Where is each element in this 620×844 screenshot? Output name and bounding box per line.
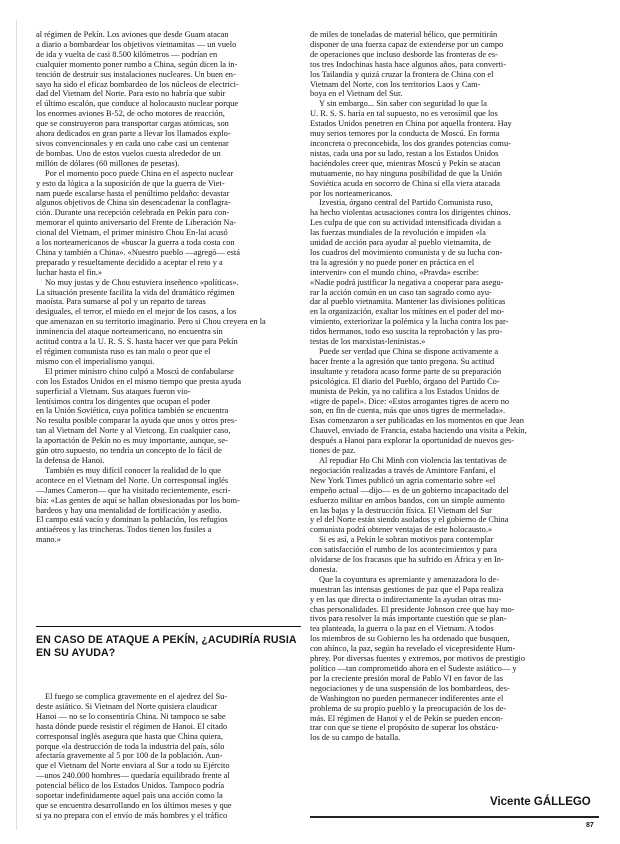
text-line: ción. Durante una recepción celebrada en Pekín para con- <box>36 208 230 218</box>
text-line: intervenir» con el mundo chino, «Pravda» escribe: <box>310 267 480 277</box>
text-line: nam puede escalarse hasta el penúltimo peldaño: devastar <box>36 188 230 198</box>
text-line: Vietnam del Norte, con los territorios Laos y Cam- <box>310 79 481 89</box>
text-line: Al repudiar Ho Chi Minh con violencia las tentativas de <box>319 455 507 465</box>
text-line: la defensa de Hanoi. <box>36 455 105 465</box>
text-line: psicológica. El diario del Pueblo, órgano del Partido Co- <box>310 376 500 386</box>
paragraph <box>310 456 585 535</box>
text-line: afectaría gravemente al 5 por 100 de la población. Aun- <box>36 751 223 761</box>
paragraph <box>310 575 585 743</box>
text-line: munista de Pekín, ya no califica a los Estados Unidos de <box>310 386 500 396</box>
text-line: boya en el Vietnam del Sur. <box>310 89 403 99</box>
text-line: mismo con el imperialismo yanqui. <box>36 356 155 366</box>
text-line: antiaéreos y las trincheras. Todos tienen los fusiles a <box>36 525 212 535</box>
text-line: con los Estados Unidos en el mismo tiempo que presta ayuda <box>36 376 242 386</box>
text-line: que se encuentra desarrollando en los últimos meses y que <box>36 800 232 810</box>
text-line: mano.» <box>36 535 61 545</box>
text-line: El primer ministro chino culpó a Moscú de confabularse <box>45 366 234 376</box>
text-line: negociación realizadas a través de Amintore Fanfani, el <box>310 465 496 475</box>
paragraph <box>36 367 311 466</box>
text-line: tivos para resolver la más importante cuestión que se plan- <box>310 614 507 624</box>
text-line: unidad de acción para ayudar al pueblo vietnamita, de <box>310 238 491 248</box>
text-line: acontece en el Vietnam del Norte. Un corresponsal inglés <box>36 475 229 485</box>
text-line: y en las que directa o indirectamente la ayudan otras mu- <box>310 594 502 604</box>
text-line: Izvestia, órgano central del Partido Comunista ruso, <box>319 198 493 208</box>
text-line: de miles de toneladas de material bélico, que permitirán <box>310 30 498 39</box>
text-line: —unos 240.000 hombres— quedaría equilibrado frente al <box>36 771 230 781</box>
text-line: a diario a bombardear los objetivos vietnamitas — un vuelo <box>36 39 237 49</box>
text-line: más. El régimen de Hanoi y el de Pekín se pueden encon- <box>310 713 504 723</box>
text-line: de operaciones que incluso desborde las fronteras de es- <box>310 49 498 59</box>
text-line: maoísta. Para sumarse al pol y un reparto de tareas <box>36 297 206 307</box>
text-line: actitud contra a la U. R. S. S. hasta hacer ver que para Pekín <box>36 337 238 347</box>
text-line: de Washington no pueden permanecer indiferentes ante el <box>310 693 504 703</box>
text-line: a los norteamericanos de «buscar la guerra a toda costa con <box>36 238 235 248</box>
text-line: inconcreta o preconcebida, los dos grandes potencias comu- <box>310 138 511 148</box>
text-line: Hanoi — no se lo consentiría China. Ni tampoco se sabe <box>36 711 226 721</box>
text-line: gún otro supuesto, no tendría un concepto de lo fácil de <box>36 446 222 456</box>
text-line: y el del Norte están siendo asolados y el gobierno de China <box>310 515 509 525</box>
text-line: —James Cameron— que ha visitado recientemente, escri- <box>36 485 231 495</box>
text-line: Por el momento poco puede China en el aspecto nuclear <box>45 168 234 178</box>
paragraph <box>310 198 585 347</box>
text-line: bardeos y hay una mentalidad de fortificación y asedio. <box>36 505 222 515</box>
text-line: preparado y resueltamente decidido a aceptar el reto y a <box>36 257 223 267</box>
text-line: con ahínco, la paz, según ha revelado el vicepresidente Hum- <box>310 644 516 654</box>
text-line: hacer frente a la agresión que tanto pregona. Su actitud <box>310 356 495 366</box>
text-line: son, en fin de cuenta, más que unos tigres de mermelada». <box>310 406 506 416</box>
text-line: insultante y retadora acaso forme parte de su preparación <box>310 366 502 376</box>
text-line: los cuadros del movimiento comunista y de su lucha con- <box>310 247 503 257</box>
text-line: Esas comenzaron a ser publicadas en los momentos en que Jean <box>310 416 524 426</box>
paragraph <box>36 30 311 169</box>
text-line: «tigre de papel». Dice: «Estos arrogantes tigres de acero no <box>310 396 510 406</box>
paragraph <box>36 169 311 278</box>
text-line: Que la coyuntura es apremiante y amenazadora lo de- <box>319 574 499 584</box>
text-line: soportar indefinidamente aquel país una acción como la <box>36 791 223 801</box>
text-line: en las bajas y la destrucción física. El Vietnam del Sur <box>310 505 492 515</box>
text-line: U. R. S. S. haría en tal supuesto, no es verosímil que los <box>310 109 498 119</box>
paragraph <box>310 99 585 198</box>
text-line: millón de dólares (60 millones de pesetas). <box>36 158 180 168</box>
text-line: y esto da lógica a la suposición de que la guerra de Viet- <box>36 178 225 188</box>
text-line: tos tres Indochinas hasta hace algunos años, para converti- <box>310 59 507 69</box>
paragraph <box>36 278 311 367</box>
text-line: dad del Vietnam del Norte. Para esto no habría que subir <box>36 89 226 99</box>
text-line: empeño actual —dijo— es de un gobierno incapacitado del <box>310 485 509 495</box>
text-line: los miembros de su Gobierno les ha ordenado que busquen, <box>310 634 510 644</box>
text-line: al régimen de Pekín. Los aviones que desde Guam atacan <box>36 30 229 39</box>
text-line: deste asiático. Si Vietnam del Norte quisiera claudicar <box>36 701 218 711</box>
text-line: esfuerzo militar en ambos bandos, con un simple aumento <box>310 495 505 505</box>
text-line: algunos objetivos de China sin desencadenar la conflagra- <box>36 198 231 208</box>
text-line: tea planteada, la guerra o la paz en el Vietnam. A todos <box>310 624 494 634</box>
text-line: También es muy difícil conocer la realidad de lo que <box>45 465 221 475</box>
text-line: sivos convencionales y en cada uno cabe casi un centenar <box>36 138 229 148</box>
text-line: No muy justas y de Chou estuviera inseñenco «políticas». <box>45 277 239 287</box>
text-line: China y también a China». «Nuestro pueblo —agregó— está <box>36 247 240 257</box>
text-line: tan al Vietnam del Norte y al Vietcong. En cualquier caso, <box>36 426 231 436</box>
text-line: El campo está vacío y dominan la población, los refugios <box>36 515 228 525</box>
text-line: el último escalón, que conduce al holocausto nuclear porque <box>36 99 239 109</box>
paragraph <box>36 692 311 821</box>
text-line: luchar hasta el fin.» <box>36 267 103 277</box>
text-line: dar al pueblo vietnamita. Mantener las divisiones políticas <box>310 297 506 307</box>
text-line: corresponsal inglés asegura que hasta que China quiera, <box>36 731 223 741</box>
text-line: con satisfacción el rumbo de los acontecimientos y para <box>310 545 497 555</box>
article-column-left-bottom <box>36 692 311 821</box>
text-line: Si es así, a Pekín le sobran motivos para contemplar <box>319 535 494 545</box>
text-line: la aportación de Pekín no es muy importante, aunque, se- <box>36 436 228 446</box>
text-line: superficial a Vietnam. Sus ataques fueron vio- <box>36 386 191 396</box>
text-line: tidos hermanos, todo eso suscita la reprobación y las pro- <box>310 327 503 337</box>
section-headline-box <box>36 626 301 660</box>
text-line: por los norteamericanos. <box>310 188 393 198</box>
article-column-left <box>36 30 311 545</box>
paragraph <box>310 347 585 456</box>
text-line: Soviética acuda en socorro de China si ella viera atacada <box>310 178 500 188</box>
text-line: de ida y vuelta de casi 8.500 kilómetros — podrían en <box>36 49 218 59</box>
text-line: trar con que se tiene el propósito de superar los obstácu- <box>310 723 499 733</box>
text-line: cualquier momento poner rumbo a China, según dicen la in- <box>36 59 238 69</box>
text-line: las fuerzas mundiales de la revolución e impiden «la <box>310 228 486 238</box>
text-line: tra la agresión y no puede poner en práctica en el <box>310 257 475 267</box>
text-line: ha hecho violentas acusaciones contra los dirigentes chinos. <box>310 208 511 218</box>
text-line: donesia. <box>310 564 338 574</box>
text-line: porque «la destrucción de toda la industria del país, sólo <box>36 741 225 751</box>
byline-rule <box>310 816 599 818</box>
text-line: por la creciente presión moral de Pablo VI en favor de las <box>310 673 504 683</box>
text-line: que amenazan en su territorio imaginario. Pero si Chou creyera en la <box>36 317 266 327</box>
text-line: que el Vietnam del Norte enviara al Sur a todo su Ejército <box>36 761 230 771</box>
text-line: en la Unión Soviética, cuya política también se encuentra <box>36 406 229 416</box>
text-line: si ya no prepara con el envío de más hombres y el tráfico <box>36 810 228 820</box>
text-line: potencial bélico de los Estados Unidos. Tampoco podría <box>36 781 225 791</box>
text-line: sayo ha sido el eficaz bombardeo de los núcleos de electrici- <box>36 79 239 89</box>
text-line: los enormes aviones B-52, de ocho motores de reacción, <box>36 109 225 119</box>
paragraph <box>310 30 585 99</box>
text-line: El fuego se complica gravemente en el ajedrez del Su- <box>45 692 228 701</box>
text-line: comunista podrá obtener ventajas de este holocausto.» <box>310 525 493 535</box>
text-line: los Tailandia y quizá cruzar la frontera de China con el <box>310 69 494 79</box>
text-line: olvidarse de los fracasos que ha sufrido en África y en In- <box>310 555 504 565</box>
paragraph <box>36 466 311 545</box>
section-headline: EN CASO DE ATAQUE A PEKÍN, ¿ACUDIRÍA RUSIA EN SU AYUDA? <box>36 634 297 659</box>
margin-rule <box>16 20 17 830</box>
text-line: inminencia del ataque norteamericano, no encuentra sin <box>36 327 223 337</box>
text-line: político —tan comprometido ahora en el Sudeste asiático— y <box>310 664 517 673</box>
text-line: Puede ser verdad que China se dispone activamente a <box>319 347 499 356</box>
text-line: muestran las intensas gestiones de paz que el Papa realiza <box>310 584 504 594</box>
text-line: Y sin embargo... Sin saber con seguridad lo que la <box>319 99 487 109</box>
paragraph <box>310 535 585 575</box>
text-line: bía: «Las gentes de aquí se hallan obsesionadas por los bom- <box>36 495 240 505</box>
text-line: hasta dónde puede resistir el régimen de Hanoi. El citado <box>36 721 228 731</box>
text-line: Les culpa de que con su actividad intensificada dividan a <box>310 218 501 228</box>
text-line: cional del Vietnam, el primer ministro Chou En-lai acusó <box>36 228 228 238</box>
text-line: tención de destruir sus instalaciones nucleares. Un buen en- <box>36 69 236 79</box>
text-line: memorar el quinto aniversario del Frente de Liberación Na- <box>36 218 236 228</box>
text-line: tiones de paz. <box>310 446 356 456</box>
text-line: «Nadie podrá justificar la negativa a cooperar para asegu- <box>310 277 504 287</box>
text-line: el régimen comunista ruso es tan malo o peor que el <box>36 347 211 356</box>
text-line: testas de los marxistas-leninistas.» <box>310 337 426 347</box>
text-line: problema de su propio pueblo y la preocupación de los de- <box>310 703 507 713</box>
article-column-right <box>310 30 585 743</box>
text-line: en la organización, exaltar los mítines en el poder del mo- <box>310 307 505 317</box>
text-line: lentísimos contra los dirigentes que ocupan el poder <box>36 396 211 406</box>
page-number: 87 <box>586 822 594 829</box>
text-line: haciéndoles creer que, mientras Moscú y Pekín se atacan <box>310 158 501 168</box>
text-line: muy serios temores por la conducta de Moscú. En forma <box>310 129 500 139</box>
text-line: después a Hanoi para explorar la oportunidad de nuevos ges- <box>310 436 514 446</box>
text-line: New York Times publicó un agria comentario sobre «el <box>310 475 496 485</box>
text-line: Chauvel, enviado de Francia, estaba haciendo una visita a Pekín, <box>310 426 527 436</box>
text-line: los de su campo de batalla. <box>310 733 401 743</box>
text-line: disponer de una fuerza capaz de extenderse por un campo <box>310 39 504 49</box>
text-line: negociaciones y de una suspensión de los bombardeos, des- <box>310 683 510 693</box>
author-byline: Vicente GÁLLEGO <box>490 796 591 808</box>
text-line: La situación presente facilita la vida del dramático régimen <box>36 287 235 297</box>
text-line: phrey. Por diversas fuentes y extremos, por motivos de prestigio <box>310 654 526 664</box>
text-line: Estados Unidos penetren en China por aquella frontera. Hay <box>310 119 512 129</box>
text-line: mutuamente, no hay ninguna posibilidad de que la Unión <box>310 168 502 178</box>
text-line: No resulta posible comparar la ayuda que unos y otros pres- <box>36 416 237 426</box>
text-line: desiguales, el terror, el miedo en el mejor de los casos, a los <box>36 307 237 317</box>
text-line: de bombas. Uno de estos vuelos cuesta alrededor de un <box>36 148 221 158</box>
text-line: que se construyeron para transportar cargas atómicas, son <box>36 119 229 129</box>
text-line: nistas, cada una por su lado, restan a los Estados Unidos <box>310 148 499 158</box>
text-line: rar la acción común en un caso tan sagrado como ayu- <box>310 287 492 297</box>
text-line: vimiento, exteriorizar la polémica y la lucha contra los par- <box>310 317 509 327</box>
text-line: chas personalidades. El presidente Johnson cree que hay mo- <box>310 604 515 614</box>
text-line: ahora dedicados en gran parte a llevar los llamados explo- <box>36 129 231 139</box>
